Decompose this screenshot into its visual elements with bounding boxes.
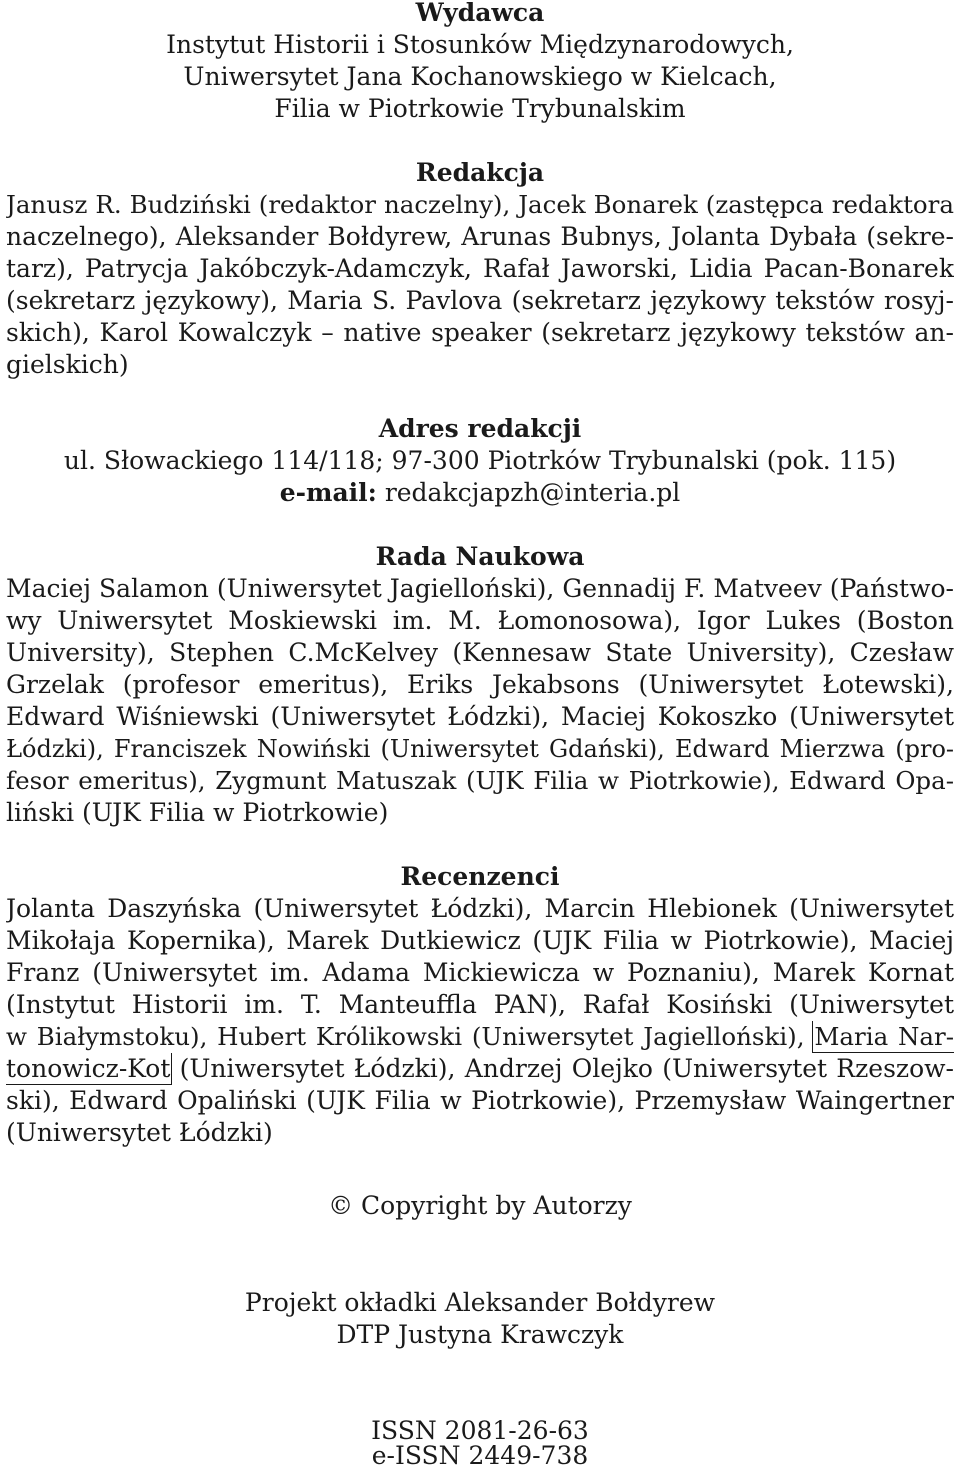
reviewers-line: Mikołaja Kopernika), Marek Dutkiewicz (UJK Filia w Piotrkowie), Maciej: [6, 926, 954, 955]
publisher-heading: Wydawca: [415, 0, 545, 27]
council-line: Maciej Salamon (Uniwersytet Jagielloński), Gennadij F. Matveev (Państwo-: [6, 574, 954, 603]
council-line: fesor emeritus), Zygmunt Matuszak (UJK Filia w Piotrkowie), Edward Opa-: [6, 766, 954, 795]
reviewers-line: (Instytut Historii im. T. Manteuffla PAN), Rafał Kosiński (Uniwersytet: [6, 990, 954, 1019]
address-email-line: [6, 477, 954, 509]
editorial-line: (sekretarz językowy), Maria S. Pavlova (sekretarz językowy tekstów rosyj-: [6, 286, 954, 315]
highlighted-name: tonowicz-Kot: [6, 1054, 171, 1083]
reviewers-line: Jolanta Daszyńska (Uniwersytet Łódzki), Marcin Hlebionek (Uniwersytet: [6, 894, 954, 923]
reviewers-line: [6, 1021, 954, 1053]
editorial-heading: Redakcja: [415, 158, 545, 187]
editorial-line: skich), Karol Kowalczyk – native speaker (sekretarz językowy tekstów an-: [6, 318, 954, 347]
highlighted-name: Maria Nar-: [814, 1022, 954, 1051]
editorial-line: tarz), Patrycja Jakóbczyk-Adamczyk, Rafał Jaworski, Lidia Pacan-Bonarek: [6, 254, 954, 283]
editorial-line: naczelnego), Aleksander Bołdyrew, Arunas Bubnys, Jolanta Dybała (sekre-: [6, 222, 954, 251]
council-line: wy Uniwersytet Moskiewski im. M. Łomonosowa), Igor Lukes (Boston: [6, 606, 954, 635]
reviewers-line: ski), Edward Opaliński (UJK Filia w Piotrkowie), Przemysław Waingertner: [6, 1086, 954, 1115]
editorial-line: gielskich): [6, 350, 129, 379]
publisher-line: Instytut Historii i Stosunków Międzynarodowych,: [166, 30, 794, 59]
council-line: University), Stephen C.McKelvey (Kennesaw State University), Czesław: [6, 638, 954, 667]
reviewers-text: (Uniwersytet Łódzki), Andrzej Olejko (Uniwersytet Rzeszow-: [179, 1054, 954, 1083]
council-line: Grzelak (profesor emeritus), Eriks Jekabsons (Uniwersytet Łotewski),: [6, 670, 954, 699]
issn-print: ISSN 2081-26-63: [371, 1416, 589, 1445]
reviewers-line: Franz (Uniwersytet im. Adama Mickiewicza w Poznaniu), Marek Kornat: [6, 958, 954, 987]
council-heading: Rada Naukowa: [375, 542, 585, 571]
cover-credit: Projekt okładki Aleksander Bołdyrew: [244, 1288, 716, 1317]
dtp-credit: DTP Justyna Krawczyk: [336, 1320, 624, 1349]
email-link[interactable]: redakcjapzh@interia.pl: [384, 478, 681, 507]
reviewers-heading: Recenzenci: [400, 862, 560, 891]
address-heading: Adres redakcji: [378, 414, 582, 443]
council-line: Edward Wiśniewski (Uniwersytet Łódzki), Maciej Kokoszko (Uniwersytet: [6, 702, 954, 731]
reviewers-text: w Białymstoku), Hubert Królikowski (Uniwersytet Jagielloński),: [6, 1022, 805, 1051]
reviewers-line: (Uniwersytet Łódzki): [6, 1118, 273, 1147]
copyright: © Copyright by Autorzy: [328, 1191, 632, 1220]
editorial-line: Janusz R. Budziński (redaktor naczelny), Jacek Bonarek (zastępca redaktora: [6, 190, 954, 219]
address-street: ul. Słowackiego 114/118; 97-300 Piotrków Trybunalski (pok. 115): [63, 446, 897, 475]
council-line: Łódzki), Franciszek Nowiński (Uniwersytet Gdański), Edward Mierzwa (pro-: [6, 735, 954, 763]
publisher-line: Uniwersytet Jana Kochanowskiego w Kielcach,: [183, 62, 777, 91]
publisher-line: Filia w Piotrkowie Trybunalskim: [274, 94, 686, 123]
reviewers-line: [6, 1053, 954, 1085]
council-line: liński (UJK Filia w Piotrkowie): [6, 798, 389, 827]
email-label: e-mail:: [279, 478, 377, 507]
issn-online: e-ISSN 2449-738: [371, 1441, 589, 1470]
